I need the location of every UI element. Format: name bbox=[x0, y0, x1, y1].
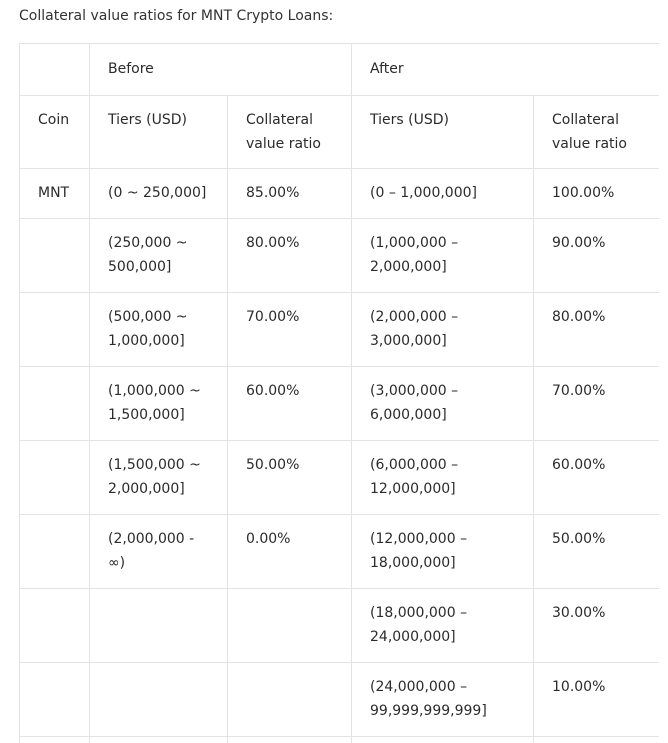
cell-before-tier: (250,000 ~ 500,000] bbox=[90, 219, 228, 293]
cell-before-ratio: 70.00% bbox=[228, 293, 352, 367]
cell-before-tier bbox=[90, 737, 228, 743]
cell-after-tier: (18,000,000 – 24,000,000] bbox=[352, 589, 534, 663]
cell-before-tier: (1,000,000 ~ 1,500,000] bbox=[90, 367, 228, 441]
cell-coin bbox=[20, 293, 90, 367]
cell-after-ratio: 90.00% bbox=[534, 219, 660, 293]
cell-coin bbox=[20, 515, 90, 589]
group-header-after: After bbox=[352, 44, 660, 96]
table-row bbox=[20, 515, 660, 589]
cell-after-tier bbox=[352, 737, 534, 743]
cell-coin bbox=[20, 737, 90, 743]
cell-before-tier: (2,000,000 - ∞) bbox=[90, 515, 228, 589]
cell-coin bbox=[20, 589, 90, 663]
cell-after-tier: (24,000,000 – 99,999,999,999] bbox=[352, 663, 534, 737]
cell-after-tier: (1,000,000 – 2,000,000] bbox=[352, 219, 534, 293]
cell-coin bbox=[20, 663, 90, 737]
cell-after-ratio: 80.00% bbox=[534, 293, 660, 367]
cell-after-ratio: 60.00% bbox=[534, 441, 660, 515]
cell-before-ratio bbox=[228, 737, 352, 743]
table-row bbox=[20, 367, 660, 441]
cell-before-ratio: 60.00% bbox=[228, 367, 352, 441]
cell-after-ratio: 10.00% bbox=[534, 663, 660, 737]
column-header-before-ratio: Collateral value ratio bbox=[228, 96, 352, 169]
cell-before-ratio: 0.00% bbox=[228, 515, 352, 589]
table-row bbox=[20, 589, 660, 663]
column-header-before-tiers: Tiers (USD) bbox=[90, 96, 228, 169]
column-header-coin: Coin bbox=[20, 96, 90, 169]
cell-before-ratio bbox=[228, 589, 352, 663]
table-row bbox=[20, 663, 660, 737]
table-row bbox=[20, 219, 660, 293]
cell-after-tier: (2,000,000 – 3,000,000] bbox=[352, 293, 534, 367]
collateral-ratio-table bbox=[19, 43, 659, 743]
cell-before-ratio: 80.00% bbox=[228, 219, 352, 293]
cell-before-tier bbox=[90, 663, 228, 737]
table-row bbox=[20, 169, 660, 219]
cell-coin bbox=[20, 367, 90, 441]
cell-after-tier: (12,000,000 – 18,000,000] bbox=[352, 515, 534, 589]
cell-before-ratio: 50.00% bbox=[228, 441, 352, 515]
group-header-row bbox=[20, 44, 660, 96]
table-row bbox=[20, 441, 660, 515]
cell-after-ratio: 70.00% bbox=[534, 367, 660, 441]
table-row bbox=[20, 293, 660, 367]
cell-before-ratio bbox=[228, 663, 352, 737]
cell-after-ratio: 50.00% bbox=[534, 515, 660, 589]
cell-coin bbox=[20, 441, 90, 515]
cell-after-tier: (0 – 1,000,000] bbox=[352, 169, 534, 219]
intro-text: Collateral value ratios for MNT Crypto Loans: bbox=[19, 6, 333, 26]
column-header-row bbox=[20, 96, 660, 169]
cell-after-ratio bbox=[534, 737, 660, 743]
cell-before-tier: (500,000 ~ 1,000,000] bbox=[90, 293, 228, 367]
cell-after-tier: (6,000,000 – 12,000,000] bbox=[352, 441, 534, 515]
column-header-after-ratio: Collateral value ratio bbox=[534, 96, 660, 169]
collateral-ratio-table-container bbox=[19, 43, 659, 743]
table-body bbox=[20, 44, 660, 743]
cell-before-ratio: 85.00% bbox=[228, 169, 352, 219]
group-header-coin bbox=[20, 44, 90, 96]
group-header-before: Before bbox=[90, 44, 352, 96]
column-header-after-tiers: Tiers (USD) bbox=[352, 96, 534, 169]
cell-after-ratio: 30.00% bbox=[534, 589, 660, 663]
cell-after-ratio: 100.00% bbox=[534, 169, 660, 219]
cell-coin bbox=[20, 219, 90, 293]
cell-after-tier: (3,000,000 – 6,000,000] bbox=[352, 367, 534, 441]
table-row bbox=[20, 737, 660, 743]
cell-before-tier: (0 ~ 250,000] bbox=[90, 169, 228, 219]
cell-before-tier: (1,500,000 ~ 2,000,000] bbox=[90, 441, 228, 515]
cell-coin: MNT bbox=[20, 169, 90, 219]
cell-before-tier bbox=[90, 589, 228, 663]
